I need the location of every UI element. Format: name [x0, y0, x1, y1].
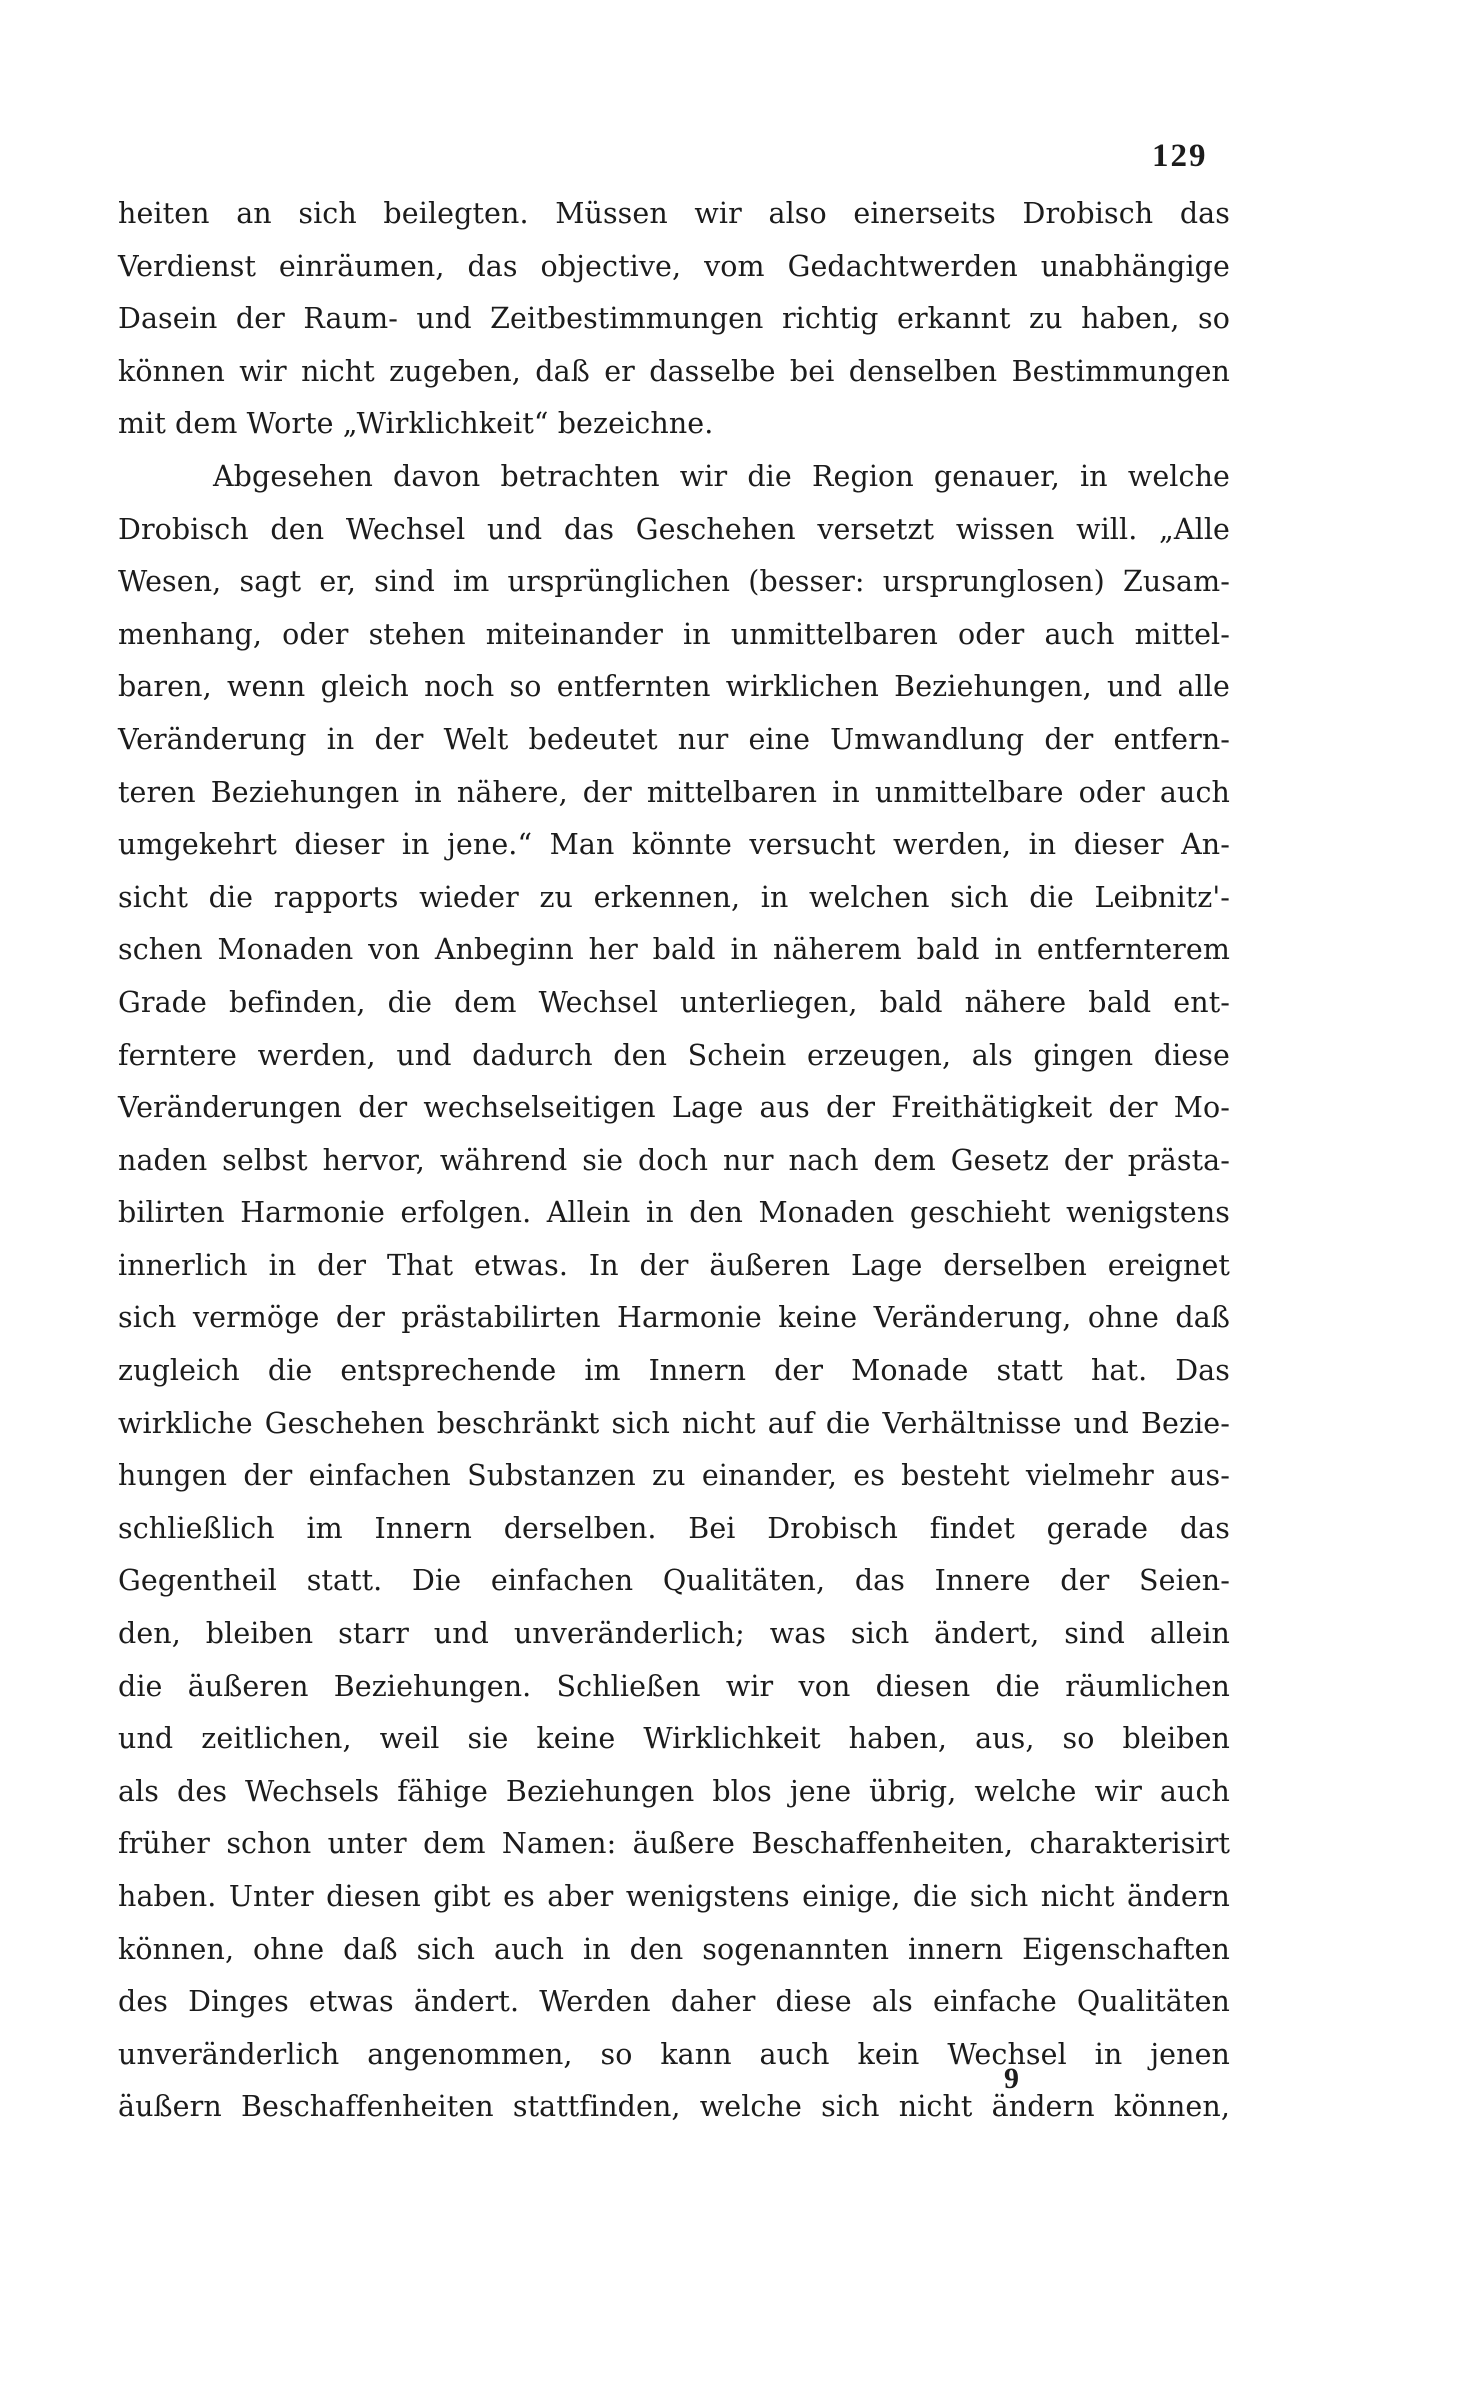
text-line: hungen der einfachen Substanzen zu einander, es besteht vielmehr aus- — [118, 1459, 1230, 1493]
text-line: können wir nicht zugeben, daß er dasselbe bei denselben Bestimmungen — [118, 354, 1230, 388]
text-line: innerlich in der That etwas. In der äußeren Lage derselben ereignet — [118, 1248, 1230, 1282]
text-line: naden selbst hervor, während sie doch nur nach dem Gesetz der prästa- — [118, 1143, 1230, 1177]
text-line: und zeitlichen, weil sie keine Wirklichkeit haben, aus, so bleiben — [118, 1722, 1230, 1756]
text-line: Gegentheil statt. Die einfachen Qualitäten, das Innere der Seien- — [118, 1564, 1230, 1598]
text-line: Dasein der Raum- und Zeitbestimmungen richtig erkannt zu haben, so — [118, 302, 1230, 336]
text-line: Verdienst einräumen, das objective, vom Gedachtwerden unabhängige — [118, 249, 1230, 283]
text-line: umgekehrt dieser in jene.“ Man könnte versucht werden, in dieser An- — [118, 828, 1230, 862]
text-line: können, ohne daß sich auch in den sogenannten innern Eigenschaften — [118, 1932, 1230, 1966]
text-line: mit dem Worte „Wirklichkeit“ bezeichne. — [118, 407, 714, 441]
text-line: die äußeren Beziehungen. Schließen wir von diesen die räumlichen — [118, 1669, 1230, 1703]
text-line: äußern Beschaffenheiten stattfinden, welche sich nicht ändern können, — [118, 2090, 1230, 2124]
text-line: teren Beziehungen in nähere, der mittelbaren in unmittelbare oder auch — [118, 775, 1230, 809]
body-text — [118, 188, 1230, 2134]
text-line: sicht die rapports wieder zu erkennen, in welchen sich die Leibnitz'- — [118, 880, 1230, 914]
text-line: sich vermöge der prästabilirten Harmonie keine Veränderung, ohne daß — [118, 1301, 1230, 1335]
text-line: zugleich die entsprechende im Innern der Monade statt hat. Das — [118, 1354, 1230, 1388]
text-line: als des Wechsels fähige Beziehungen blos jene übrig, welche wir auch — [118, 1774, 1230, 1808]
text-line: baren, wenn gleich noch so entfernten wirklichen Beziehungen, und alle — [118, 670, 1230, 704]
text-line: früher schon unter dem Namen: äußere Beschaffenheiten, charakterisirt — [118, 1827, 1230, 1861]
text-line: bilirten Harmonie erfolgen. Allein in den Monaden geschieht wenigstens — [118, 1196, 1230, 1230]
text-line: ferntere werden, und dadurch den Schein erzeugen, als gingen diese — [118, 1038, 1230, 1072]
text-line: wirkliche Geschehen beschränkt sich nicht auf die Verhältnisse und Bezie- — [118, 1406, 1230, 1440]
text-line: Drobisch den Wechsel und das Geschehen versetzt wissen will. „Alle — [118, 512, 1230, 546]
text-line: Veränderung in der Welt bedeutet nur eine Umwandlung der entfern- — [118, 722, 1230, 756]
text-line: Grade befinden, die dem Wechsel unterliegen, bald nähere bald ent- — [118, 985, 1230, 1019]
paragraph-start-line: Abgesehen davon betrachten wir die Region genauer, in welche — [213, 459, 1230, 493]
text-line: Wesen, sagt er, sind im ursprünglichen (besser: ursprunglosen) Zusam- — [118, 565, 1230, 599]
text-line: heiten an sich beilegten. Müssen wir also einerseits Drobisch das — [118, 197, 1230, 230]
text-line: schließlich im Innern derselben. Bei Drobisch findet gerade das — [118, 1511, 1230, 1545]
text-line: unveränderlich angenommen, so kann auch kein Wechsel in jenen — [118, 2037, 1230, 2071]
text-line: menhang, oder stehen miteinander in unmittelbaren oder auch mittel- — [118, 617, 1230, 651]
signature-mark: 9 — [1004, 2062, 1019, 2095]
text-line: den, bleiben starr und unveränderlich; was sich ändert, sind allein — [118, 1617, 1230, 1651]
text-line: Veränderungen der wechselseitigen Lage aus der Freithätigkeit der Mo- — [118, 1091, 1230, 1125]
text-line: haben. Unter diesen gibt es aber wenigstens einige, die sich nicht ändern — [118, 1880, 1230, 1913]
text-line: schen Monaden von Anbeginn her bald in näherem bald in entfernterem — [118, 933, 1230, 967]
page-number: 129 — [1152, 138, 1208, 174]
text-line: des Dinges etwas ändert. Werden daher diese als einfache Qualitäten — [118, 1985, 1230, 2019]
